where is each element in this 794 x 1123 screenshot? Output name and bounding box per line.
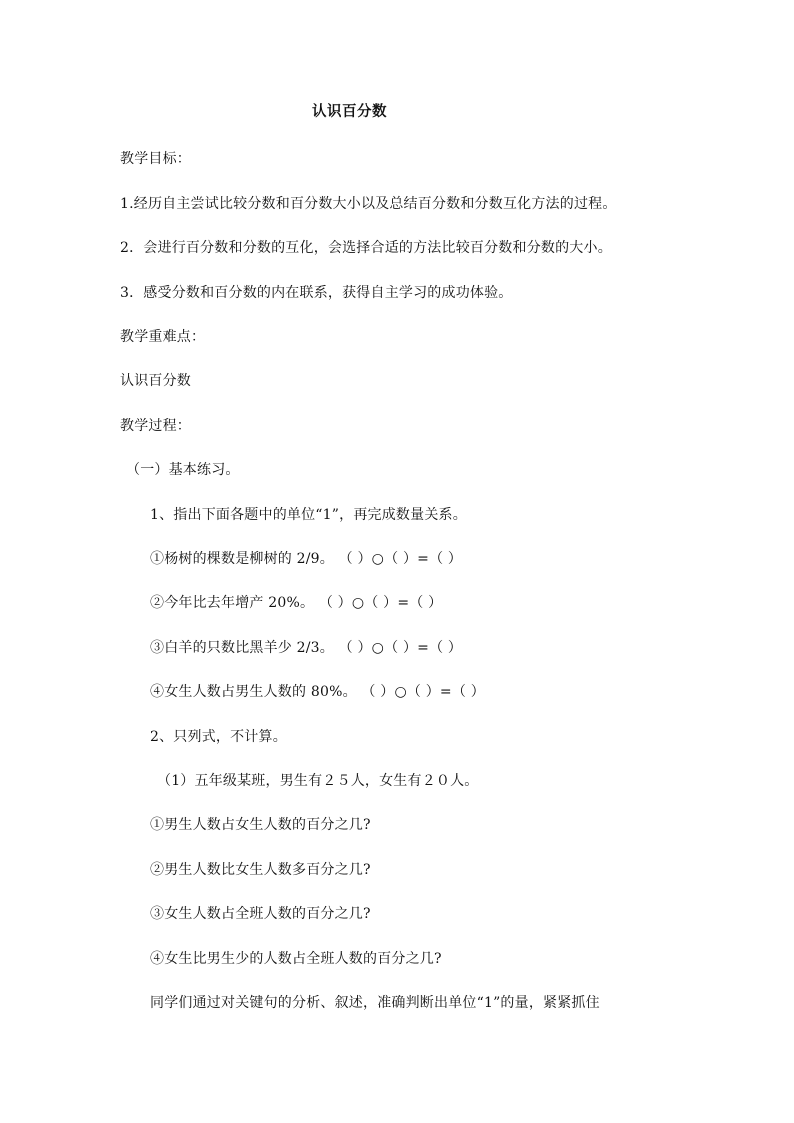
exercise-1-item-2: ②今年比去年增产 20%。 （ ）○（ ）=（ ） <box>150 595 443 611</box>
goal-3: 3．感受分数和百分数的内在联系，获得自主学习的成功体验。 <box>120 285 513 301</box>
summary-paragraph: 同学们通过对关键句的分析、叙述，准确判断出单位“1”的量，紧紧抓住 <box>150 995 600 1011</box>
section-basic-practice: （一）基本练习。 <box>126 462 240 478</box>
exercise-1-instruction: 1、指出下面各题中的单位“1”，再完成数量关系。 <box>150 507 467 523</box>
teaching-goals-heading: 教学目标： <box>120 151 191 167</box>
document-title: 认识百分数 <box>312 103 387 120</box>
key-points-heading: 教学重难点： <box>120 329 206 345</box>
goal-2: 2．会进行百分数和分数的互化，会选择合适的方法比较百分数和分数的大小。 <box>120 240 612 256</box>
exercise-2-question-1: ①男生人数占女生人数的百分之几? <box>150 817 371 833</box>
exercise-1-item-1: ①杨树的棵数是柳树的 2/9。 （ ）○（ ）=（ ） <box>150 551 463 567</box>
exercise-2-question-2: ②男生人数比女生人数多百分之几? <box>150 862 371 878</box>
exercise-2-question-4: ④女生比男生少的人数占全班人数的百分之几? <box>150 951 442 967</box>
exercise-2-problem: （1）五年级某班，男生有２５人，女生有２０人。 <box>157 773 479 789</box>
goal-1: 1.经历自主尝试比较分数和百分数大小以及总结百分数和分数互化方法的过程。 <box>120 196 617 212</box>
exercise-2-instruction: 2、只列式，不计算。 <box>150 729 287 745</box>
key-points-text: 认识百分数 <box>120 373 191 389</box>
exercise-2-question-3: ③女生人数占全班人数的百分之几? <box>150 906 371 922</box>
exercise-1-item-4: ④女生人数占男生人数的 80%。 （ ）○（ ）=（ ） <box>150 684 485 700</box>
teaching-process-heading: 教学过程： <box>120 418 191 434</box>
exercise-1-item-3: ③白羊的只数比黑羊少 2/3。 （ ）○（ ）=（ ） <box>150 640 463 656</box>
